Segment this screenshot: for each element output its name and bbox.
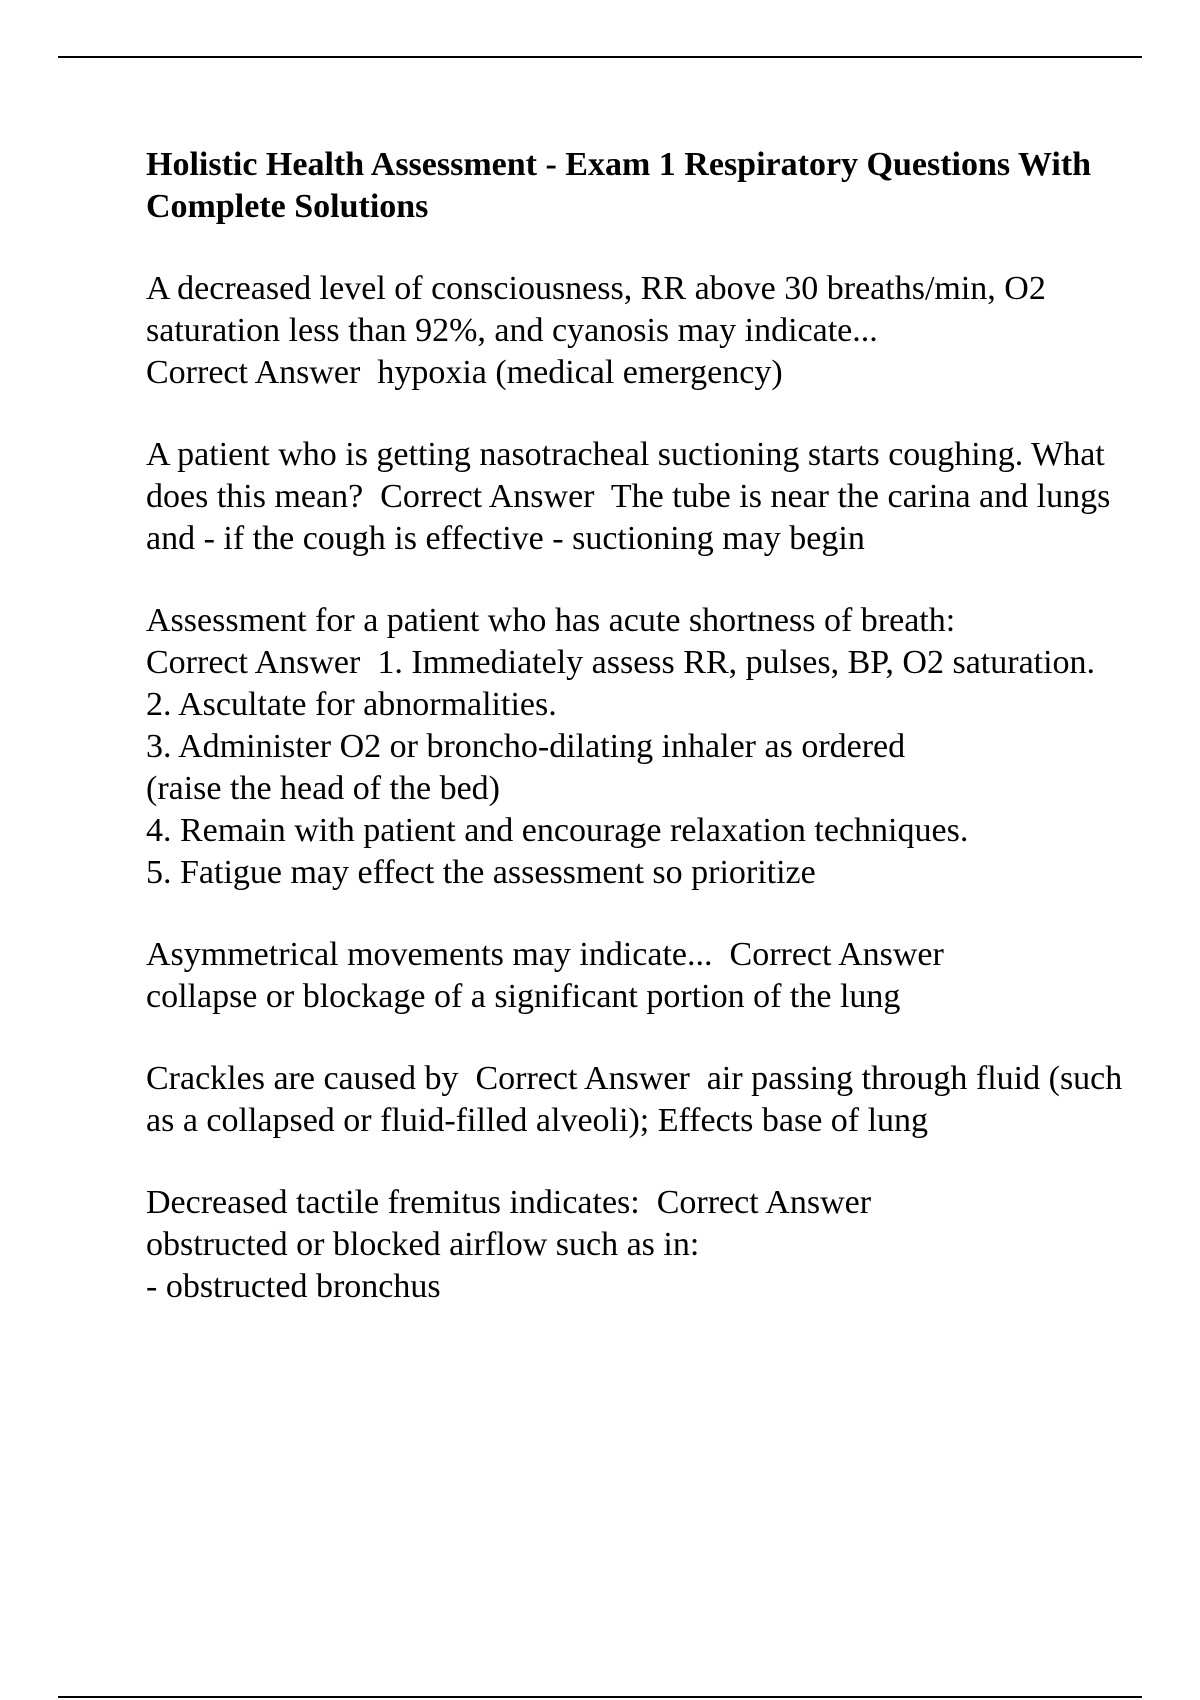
qa-block-asymmetrical-movements: Asymmetrical movements may indicate... Correct Answer collapse or blockage of a significant portion of the lung (146, 936, 944, 1015)
top-divider (58, 56, 1142, 58)
qa-block-tactile-fremitus: Decreased tactile fremitus indicates: Correct Answer obstructed or blocked airflow such as in: - obstructed bronchus (146, 1184, 872, 1305)
qa-block-shortness-of-breath: Assessment for a patient who has acute shortness of breath: Correct Answer 1. Immediately assess RR, pulses, BP, O2 saturation. 2. Ascultate for abnormalities. 3. Administer O2 or broncho-dilating inhaler as ordered (raise the head of the bed) 4. Remain with patient and encourage relaxation techniques. 5. Fatigue may effect the assessment so prioritize (146, 602, 1096, 891)
qa-block-hypoxia: A decreased level of consciousness, RR above 30 breaths/min, O2 saturation less than 92%, and cyanosis may indicate... Correct Answer hypoxia (medical emergency) (146, 270, 1046, 391)
qa-block-nasotracheal-suctioning: A patient who is getting nasotracheal suctioning starts coughing. What does this mean? Correct Answer The tube is near the carina and lungs and - if the cough is effective - suctioning may begin (146, 436, 1119, 557)
page-content (146, 144, 1136, 1348)
document-title: Holistic Health Assessment - Exam 1 Respiratory Questions With Complete Solutions (146, 146, 1092, 225)
bottom-divider (58, 1696, 1142, 1698)
qa-block-crackles: Crackles are caused by Correct Answer air passing through fluid (such as a collapsed or fluid-filled alveoli); Effects base of lung (146, 1060, 1131, 1139)
